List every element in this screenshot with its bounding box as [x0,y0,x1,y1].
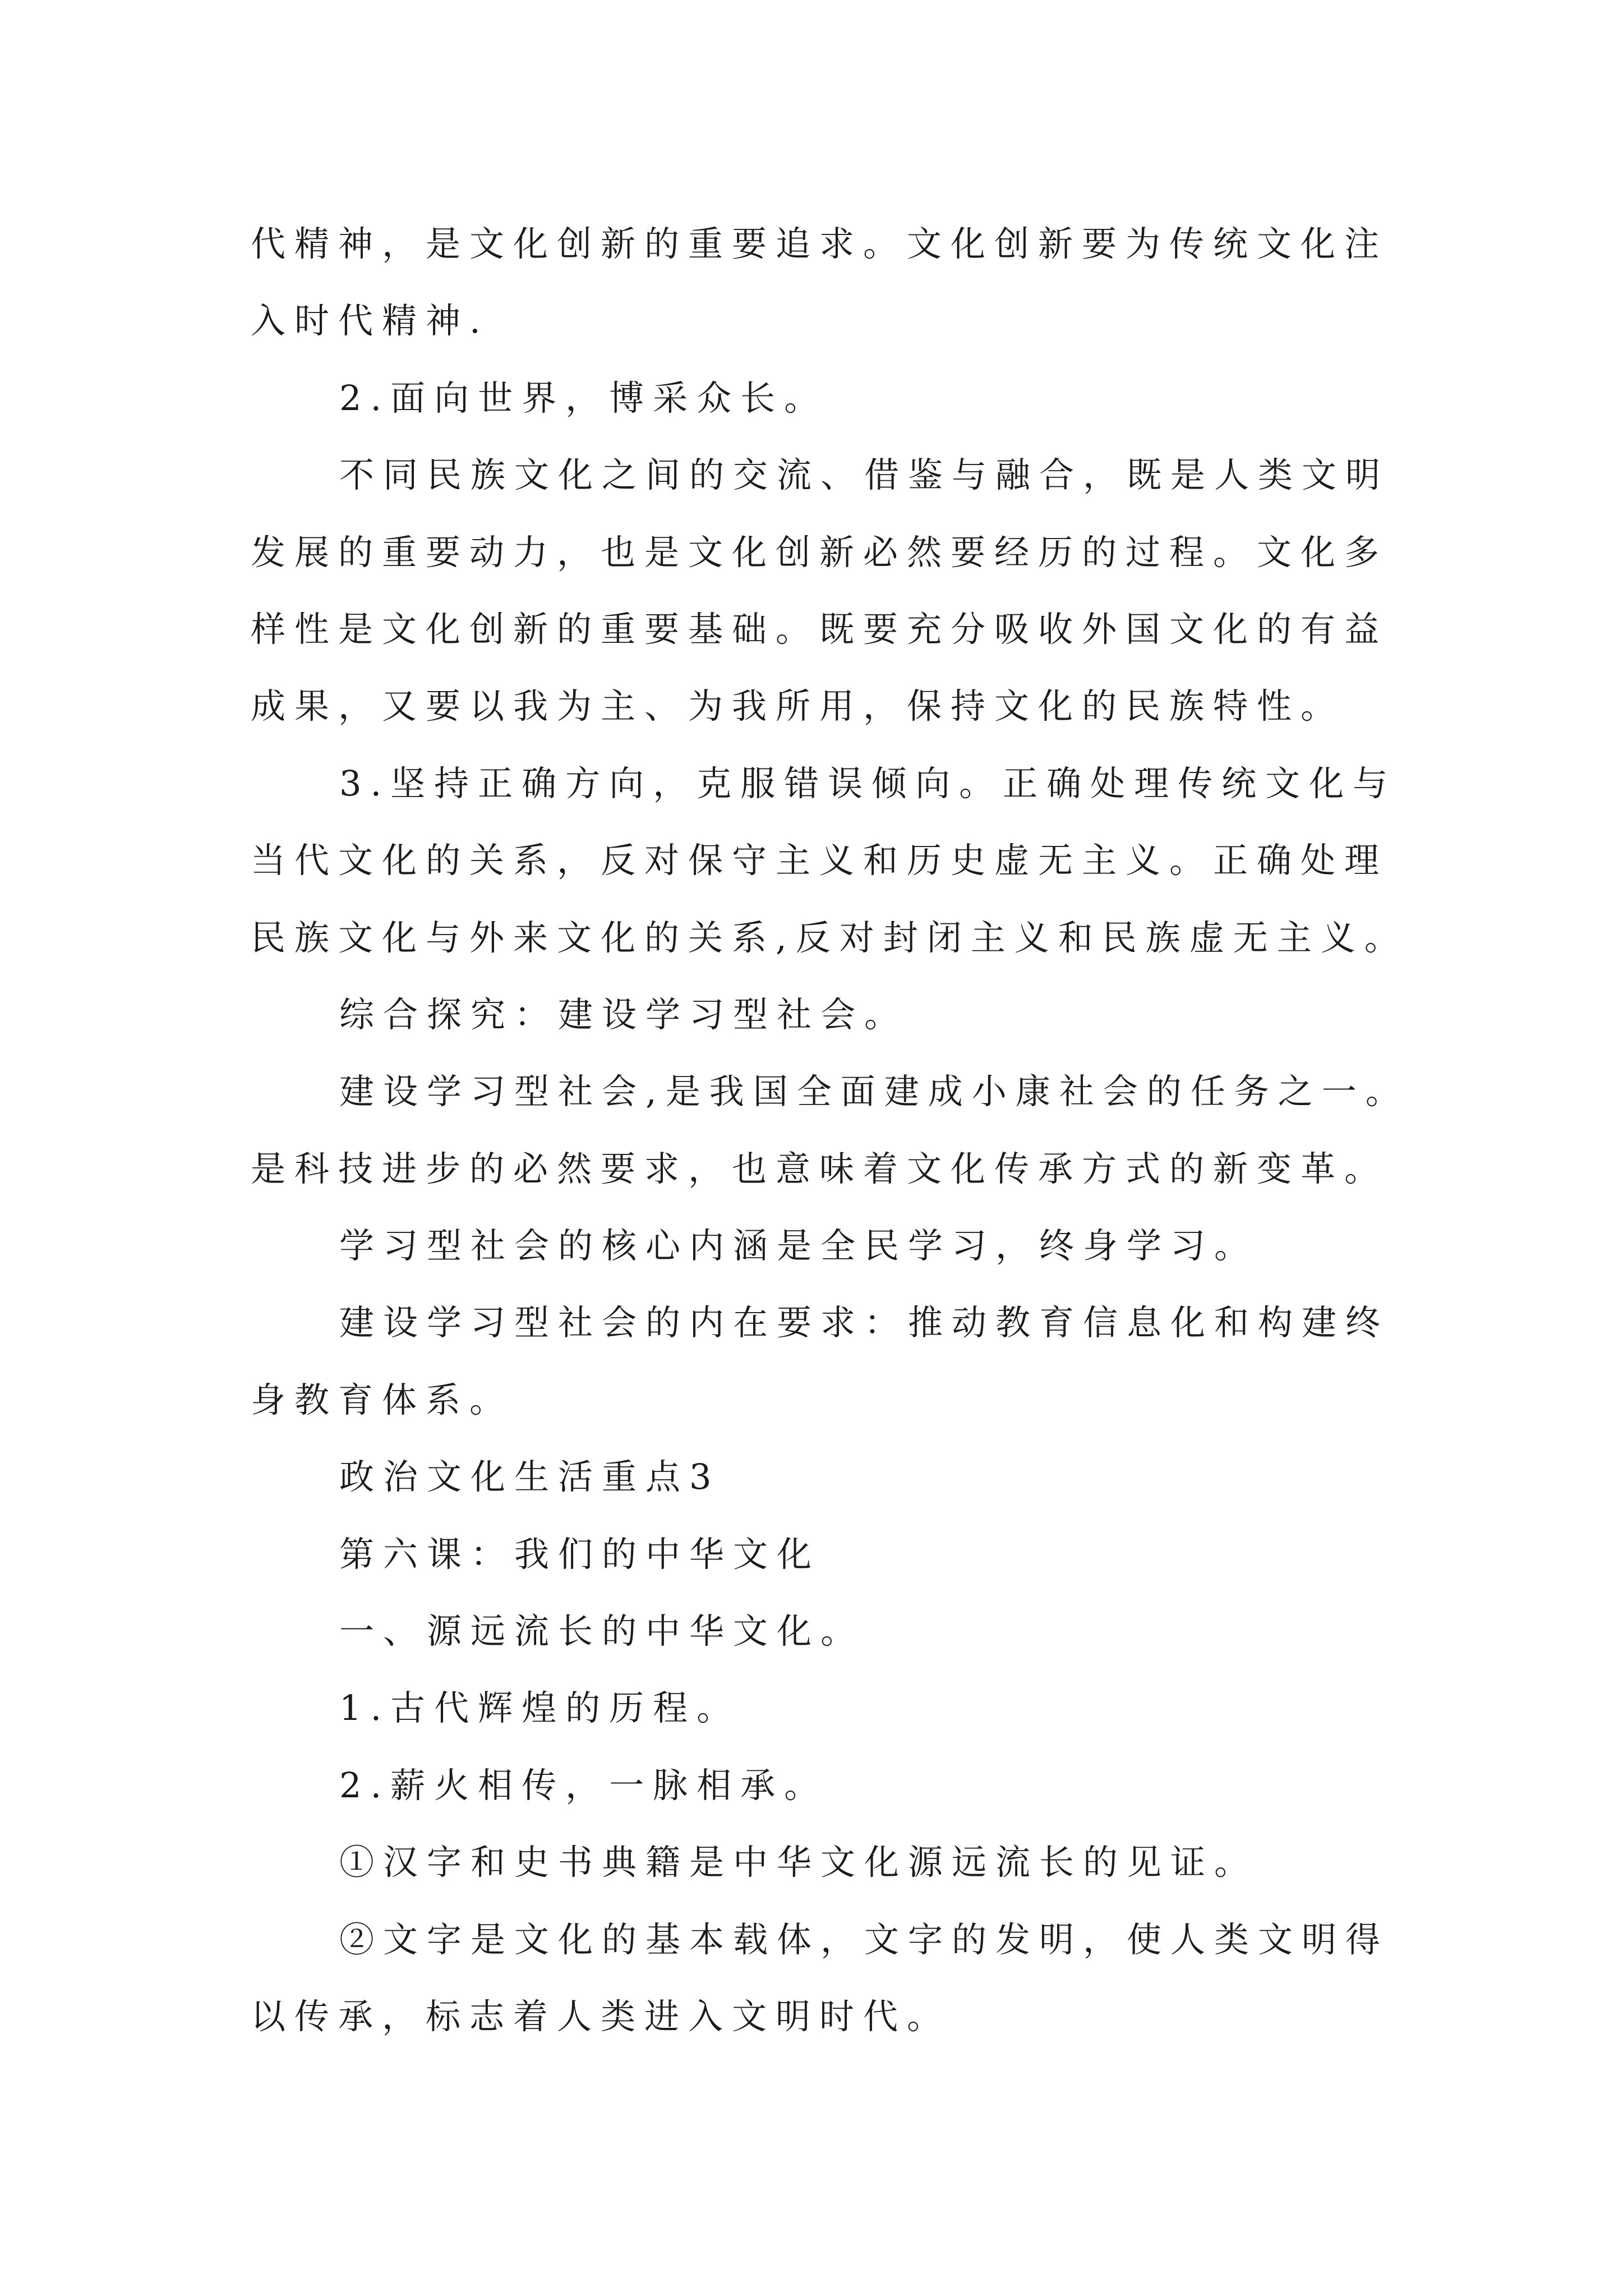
paragraph [251,1284,1484,1438]
text-line: 民族文化与外来文化的关系,反对封闭主义和民族虚无主义。 [251,917,1408,958]
text-line: 发展的重要动力，也是文化创新必然要经历的过程。文化多 [251,531,1389,573]
text-line: 代精神，是文化创新的重要追求。文化创新要为传统文化注 [251,223,1389,264]
list-item [251,1824,1484,1901]
text-line: ①汉字和史书典籍是中华文化源远流长的见证。 [339,1842,1258,1883]
text-line: ②文字是文化的基本载体，文字的发明，使人类文明得 [339,1918,1390,1960]
text-line: 2.薪火相传，一脉相承。 [339,1764,828,1806]
lesson-title [251,1516,1484,1593]
text-line: 3.坚持正确方向，克服错误倾向。正确处理传统文化与 [339,762,1397,804]
text-line: 当代文化的关系，反对保守主义和历史虚无主义。正确处理 [251,840,1389,881]
text-line: 样性是文化创新的重要基础。既要充分吸收外国文化的有益 [251,608,1389,650]
heading-level-2 [251,1669,1484,1746]
text-line: 入时代精神. [251,300,490,342]
heading-comprehensive-inquiry [251,976,1484,1053]
text-line: 政治文化生活重点3 [339,1456,721,1498]
text-line: 建设学习型社会,是我国全面建成小康社会的任务之一。 [339,1071,1409,1112]
text-line: 成果，又要以我为主、为我所用，保持文化的民族特性。 [251,685,1345,727]
section-title [251,1438,1484,1515]
paragraph-continued [251,205,1484,360]
paragraph [251,1053,1484,1207]
list-item [251,1901,1484,2055]
text-line: 第六课：我们的中华文化 [339,1533,821,1575]
text-line: 以传承，标志着人类进入文明时代。 [251,1995,951,2037]
document-body [251,205,1484,2055]
paragraph [251,1207,1484,1284]
text-line: 身教育体系。 [251,1379,514,1420]
paragraph [251,436,1484,745]
text-line: 学习型社会的核心内涵是全民学习，终身学习。 [339,1225,1258,1267]
text-line: 是科技进步的必然要求，也意味着文化传承方式的新变革。 [251,1148,1389,1189]
text-line: 一、源远流长的中华文化。 [339,1611,865,1652]
text-line: 1.古代辉煌的历程。 [339,1687,741,1729]
text-line: 建设学习型社会的内在要求：推动教育信息化和构建终 [339,1302,1390,1343]
heading-face-the-world [251,360,1484,436]
heading-level-1 [251,1593,1484,1669]
paragraph [251,745,1484,976]
text-line: 综合探究：建设学习型社会。 [339,993,909,1035]
heading-level-2 [251,1747,1484,1824]
text-line: 2.面向世界，博采众长。 [339,377,828,418]
text-line: 不同民族文化之间的交流、借鉴与融合，既是人类文明 [339,454,1390,496]
